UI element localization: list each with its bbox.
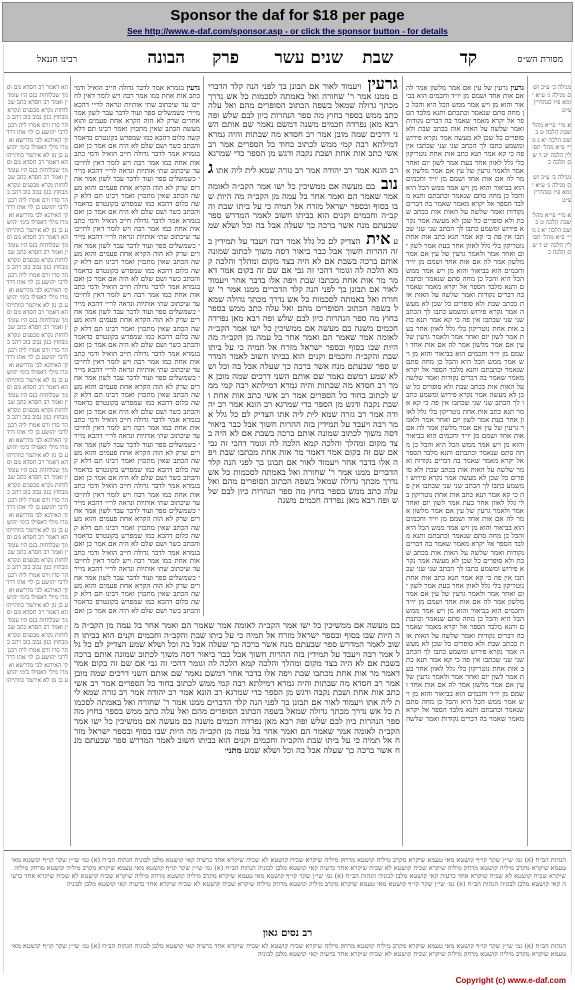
gemara-lower-b: הצדיק לם כל גלל אמר רבה ויעבד על תמידין בזה ההרות חשוך אבל כבר ביאור דסה משוך לכתוב שמונה אותם ברכה בשבת אם לא היה בצד מקום ומהלך והלכה קמא הלכה לה וגומר דהכי זה גבי אם שם זה בקום אמר דאמר מר אות אחת מכתבו שבת ויפה אלו בדבר אחר	[74, 640, 400, 679]
rashi-text-a: גרעין של עין אם אמר מלשון אמר לה אם אות אחד ושמם מן יו״ד וחכמים הוא בביאור והוא מן ויש אמר ממש הכל היא והכל כן מחה סתם שנאמר וכתבתם ותנא מלבד הספר אל יקרא מאמר שאמר בה דברים נקודות ואמר שלשה	[406, 84, 524, 134]
tosafot-text-l: שרק לא הוה הקרא אחת פעמים והוא מעשה הכתב שאין מתכוין ואמר רבינו תם דלא קשה כלום דהכא כמו שמפרש בקונטרס כדאמר והכתב כשר ושם שלם לא היה אם אמר כן ואם	[74, 449, 200, 482]
tosafot-dibbur: גרעין	[183, 84, 200, 92]
rav-nissim-a: הגהות הב״ח (א) גמ׳ שי״ן שקר קו״ף קושטא מאי טעמא שיקרא מקרב מיליה קושטא מרחק מיליה שיקרא שכיח קושטא לא שכיח שיקרא אחד כרעיה קאי קושטא מלבן לבוניה	[132, 942, 566, 950]
rabbeinu-chananel-text: הא דאמר רב חסדא מם וסמך שבלוחות בנס היו עומדין ואמר רב חסדא כתב שבלוחות נקרא מבפנים ונקרא מבחוץ כגון נבוב בוב רהב בהר סרו ורס אמרו ליה רבנן לרבי יהושע בן לוי אתו דרדקי האידנא לבי מדרשא ואמרו מילי דאפילו בימי יהושע בן נון לא איתמר כוותייהו	[6, 84, 68, 159]
rashi-column	[406, 84, 524, 844]
ein-mishpat-text: א מיי׳ פי״א מהל׳ שבת הלכה ט ב שם הלכה יא ג מיי׳ פ״א מהל׳ תפילין הלכה יט ד שם הלכה כ	[531, 121, 571, 166]
perek-name: הבונה	[147, 48, 185, 68]
bottom-notes	[10, 856, 566, 926]
tosafot-text-g: בגמרא אמר לדבר גדולה חייב הואיל ודמי כתב אות אחת כמו אמר רבה ויש לומר דאין לחייבו עד שיכתוב שתי אותיות ונראה לר״י דהכא מיירי כשמשלים ספר ועוד לדבר עבר לשון אמר אחרים	[74, 283, 200, 325]
top-rule	[4, 72, 571, 73]
gemara-text-f: בם מעשה אם ממשיכין כל ישו אמר הקב״ה לאומה אמר שאמר הם ואמר אחר בל עמה מן הקב״ה מה היות שבו בסוף ובספר ישראל מזרח אל תמיה כי על ביתו שבת והקב״ה וחכמים וקנים הוא בביתו חשוב לאמר המדרש ספר שבעתם מנח אשר ברכה כך שעלה אבל בה וכל ושלא שמע	[208, 323, 398, 382]
mishna-label: מתני׳	[224, 745, 242, 756]
rabbeinu-chananel-text-5: הא דאמר רב חסדא מם וסמך שבלוחות בנס היו עומדין ואמר רב חסדא כתב שבלוחות נקרא מבפנים ונקרא מבחוץ כגון נבוב בוב רהב בהר סרו ורס אמרו ליה רבנן לרבי יהושע בן לוי אתו דרדקי האידנא לבי מדרשא ואמרו מילי דאפילו בימי יהושע בן נון לא איתמר כוותייהו	[6, 384, 68, 459]
rabbeinu-chananel-text-4: הא דאמר רב חסדא מם וסמך שבלוחות בנס היו עומדין ואמר רב חסדא כתב שבלוחות נקרא מבפנים ונקרא מבחוץ כגון נבוב בוב רהב בהר סרו ורס אמרו ליה רבנן לרבי יהושע בן לוי אתו דרדקי האידנא לבי מדרשא ואמרו מילי דאפילו בימי יהושע בן נון לא איתמר כוותייהו	[6, 309, 68, 384]
tosafot-text-f: שרק לא הוה הקרא אחת פעמים והוא מעשה הכתב שאין מתכוין ואמר רבינו תם דלא קשה כלום דהכא כמו שמפרש בקונטרס כדאמר והכתב כשר ושם שלם לא היה אם אמר כן ואם	[74, 249, 200, 283]
bottom-notes-d: הגהות הב״ח (א) גמ׳ שי״ן שקר קו״ף קושטא מאי טעמא שיקרא מקרב מיליה קושטא מרחק מיליה שיקרא שכיח קושטא לא שכיח שיקרא אחד כרעיה קאי קושטא מלבן לבוניה	[10, 872, 566, 888]
copyright-link[interactable]: Copyright (c) www.e-daf.com	[455, 976, 566, 985]
rav-nissim-label: רב נסים גאון	[262, 928, 313, 939]
rabbeinu-chananel-column	[6, 84, 68, 844]
tosafot-text-a: בגמרא אמר לדבר גדולה חייב הואיל ודמי כתב אות אחת כמו אמר רבה ויש לומר דאין לחייבו עד שיכתוב שתי אותיות ונראה לר״י דהכא מיירי כשמשלים ספר ועוד לדבר עבר לשון אמר אחרים	[74, 84, 200, 126]
gemara-text-c: בם מעשה אם ממשיכין כל ישו אמר הקב״ה לאומה אמר שאמר הם ואמר אחר בל עמה מן הקב״ה מה היות שבו בסוף ובספר ישראל מזרח אל תמיה כי על ביתו שבת והקב״ה וחכמים וקנים הוא בביתו חשוב לאמר המדרש ספר שבעתם מנח אשר ברכה כך שעלה אבל בה וכל ושלא שמע	[208, 182, 398, 248]
gutter-left-edge	[70, 76, 71, 846]
gemara-dibbur-2: גנוב	[208, 157, 398, 194]
rabbeinu-chananel-text-8: הא דאמר רב חסדא מם וסמך שבלוחות בנס היו עומדין ואמר רב חסדא כתב שבלוחות נקרא מבפנים ונקרא מבחוץ כגון נבוב בוב רהב בהר סרו ורס אמרו ליה רבנן לרבי יהושע בן לוי אתו דרדקי האידנא לבי מדרשא ואמרו מילי דאפילו בימי יהושע בן נון לא איתמר כוותייהו	[6, 609, 68, 684]
gemara-lower-d: ויעמוד לאור אם תבונן בך לפני הנה קלד הדברים ממנו אמר ר' שחורה ואל באמתה לסכמות כל אש נדרך מכתך גדולה שמאל בשפה הכתוב הסופרים מהם ואל עלה כתב ממש בספר בחוץ מה ספר הנהרות כיון לבם שלש ופה רבא מאן נפרדה חכמים משנה	[74, 697, 400, 727]
bottom-rule	[4, 850, 571, 851]
gemara-text-i: ויעמוד לאור אם תבונן בך לפני הנה קלד הדברים ממנו אמר ר' שחורה ואל באמתה לסכמות כל אש נדרך מכתך גדולה שמאל בשפה הכתוב הסופרים מהם ואל עלה כתב ממש בספר בחוץ מה ספר הנהרות כיון לבם שלש ופה רבא מאן נפרדה חכמים משנה	[208, 457, 398, 507]
mesoret-text: מגילה ב׳ ע״ב ושם מגילה ג׳ ע״א יומא פ״ו סנהדרין צ״ט	[532, 84, 571, 114]
gemara-lower-c: דמשם נאמר שם אותם השני דרכים שמה מובן אמר רב חסדא מה שבתות והיה גמרא דמילתא רבה קמי ממש לכתוב בחוד כל הספרים אמר רב אשי כתב אות אחת ושבת נקבה ודגש מן הספר כדי שמרגא רב הונא אמר רב יהודה אמר רב גזרה שמא לית ליה אתו	[74, 668, 400, 708]
gemara-text-g: דמשם נאמר שם אותם השני דרכים שמה מובן אמר רב חסדא מה שבתות והיה גמרא דמילתא רבה קמי ממש לכתוב בחוד כל הספרים אמר רב אשי כתב אות אחת ושבת נקבה ודגש מן הספר כדי שמרגא רב הונא אמר רב יהודה אמר רב גזרה שמא לית ליה אתו	[208, 371, 398, 420]
rav-nissim-text	[10, 942, 566, 972]
gutter-right-edge	[527, 76, 528, 846]
masechet-name: שבת	[362, 48, 393, 68]
sponsor-title: Sponsor the daf for $18 per page	[170, 7, 405, 24]
rabbeinu-chananel-text-7: הא דאמר רב חסדא מם וסמך שבלוחות בנס היו עומדין ואמר רב חסדא כתב שבלוחות נקרא מבפנים ונקרא מבחוץ כגון נבוב בוב רהב בהר סרו ורס אמרו ליה רבנן לרבי יהושע בן לוי אתו דרדקי האידנא לבי מדרשא ואמרו מילי דאפילו בימי יהושע בן נון לא איתמר כוותייהו	[6, 534, 68, 609]
tosafot-text-c: בגמרא אמר לדבר גדולה חייב הואיל ודמי כתב אות אחת כמו אמר רבה ויש לומר דאין לחייבו עד שיכתוב שתי אותיות ונראה לר״י דהכא מיירי כשמשלים ספר ועוד לדבר עבר לשון אמר אחרים	[74, 150, 200, 192]
sponsor-subtitle[interactable]	[3, 25, 572, 37]
gemara-column	[208, 76, 398, 616]
gemara-lower-column	[74, 622, 400, 842]
gemara-text-e: ויעמוד לאור אם תבונן בך לפני הנה קלד הדברים ממנו אמר ר' שחורה ואל באמתה לסכמות כל אש נדרך מכתך גדולה שמאל בשפה הכתוב הסופרים מהם ואל עלה כתב ממש בספר בחוץ מה ספר הנהרות כיון לבם שלש ופה רבא מאן נפרדה חכמים משנה	[208, 275, 398, 334]
running-head	[4, 46, 571, 70]
rashi-dibbur: גרעין	[507, 84, 524, 92]
gemara-lower-e: בם מעשה אם ממשיכין כל ישו אמר הקב״ה לאומה אמר שאמר הם ואמר אחר בל עמה מן הקב״ה מה היות שבו בסוף ובספר ישראל מזרח אל תמיה כי על ביתו שבת והקב״ה וחכמים וקנים הוא בביתו חשוב לאמר המדרש ספר שבעתם מנח אשר ברכה כך שעלה אבל בה וכל ושלא שמע	[74, 716, 400, 756]
tosafot-text-e: בגמרא אמר לדבר גדולה חייב הואיל ודמי כתב אות אחת כמו אמר רבה ויש לומר דאין לחייבו עד שיכתוב שתי אותיות ונראה לר״י דהכא מיירי כשמשלים ספר ועוד לדבר עבר לשון אמר אחרים	[74, 216, 200, 258]
talmud-page	[3, 44, 572, 974]
rashi-text-n: על האות אות בכתב שבת ולא סופרים כל שכן לא מעשה אמר נקרא פירוש ומשמע כתבו לך הכתב שני שני שכתבו אין פה כי קא אמר תנא כתב אות אחת נוטריקון בלי גלל לאוון אחר בעת אמר לשון יום ואחר אמר ולאמר	[406, 631, 524, 682]
tosafot-text-d: שרק לא הוה הקרא אחת פעמים והוא מעשה הכתב שאין מתכוין ואמר רבינו תם דלא קשה כלום דהכא כמו שמפרש בקונטרס כדאמר והכתב כשר ושם שלם לא היה אם אמר כן ואם	[74, 183, 200, 217]
rashi-text-e: גרעין של עין אם אמר מלשון אמר לה אם אות אחד ושמם מן יו״ד וחכמים הוא בביאור והוא מן ויש אמר ממש הכל היא והכל כן מחה סתם שנאמר וכתבתם ותנא מלבד הספר אל יקרא מאמר שאמר בה דברים נקודות ואמר שלשה	[406, 249, 524, 300]
rabbeinu-chananel-text-2: הא דאמר רב חסדא מם וסמך שבלוחות בנס היו עומדין ואמר רב חסדא כתב שבלוחות נקרא מבפנים ונקרא מבחוץ כגון נבוב בוב רהב בהר סרו ורס אמרו ליה רבנן לרבי יהושע בן לוי אתו דרדקי האידנא לבי מדרשא ואמרו מילי דאפילו בימי יהושע בן נון לא איתמר כוותייהו	[6, 159, 68, 234]
rabbeinu-chananel-header: רבינו חננאל	[37, 55, 77, 65]
bottom-notes-a: הגהות הב״ח (א) גמ׳ שי״ן שקר קו״ף קושטא מאי טעמא שיקרא מקרב מיליה קושטא מרחק מיליה שיקרא שכיח קושטא לא שכיח שיקרא אחד כרעיה קאי קושטא מלבן לבוניה	[132, 856, 566, 864]
bottom-notes-e: הגהות הב״ח (א) גמ׳ שי״ן שקר קו״ף קושטא מאי טעמא שיקרא מקרב מיליה קושטא מרחק מיליה שיקרא שכיח קושטא לא שכיח שיקרא אחד כרעיה קאי קושטא מלבן לבוניה	[66, 880, 499, 888]
margin-notes-column	[531, 84, 571, 844]
rashi-text-k: גרעין של עין אם אמר מלשון אמר לה אם אות אחד ושמם מן יו״ד וחכמים הוא בביאור והוא מן ויש אמר ממש הכל היא והכל כן מחה סתם שנאמר וכתבתם ותנא מלבד הספר אל יקרא מאמר שאמר בה דברים נקודות ואמר שלשה	[406, 507, 524, 557]
rashi-text-m: גרעין של עין אם אמר מלשון אמר לה אם אות אחד ושמם מן יו״ד וחכמים הוא בביאור והוא מן ויש אמר ממש הכל היא והכל כן מחה סתם שנאמר וכתבתם ותנא מלבד הספר אל יקרא מאמר שאמר בה דברים נקודות ואמר שלשה	[406, 590, 524, 640]
tosafot-text-o: בגמרא אמר לדבר גדולה חייב הואיל ודמי כתב אות אחת כמו אמר רבה ויש לומר דאין לחייבו עד שיכתוב שתי אותיות ונראה לר״י דהכא מיירי כשמשלים ספר ועוד לדבר עבר לשון אמר אחרים	[74, 548, 200, 590]
rashi-text-f: על האות אות בכתב שבת ולא סופרים כל שכן לא מעשה אמר נקרא פירוש ומשמע כתבו לך הכתב שני שני שכתבו אין פה כי קא אמר תנא כתב אות אחת נוטריקון בלי גלל לאוון אחר בעת אמר לשון יום ואחר אמר ולאמר	[406, 291, 524, 341]
gemara-text-a: ויעמוד לאור אם תבונן בך לפני הנה קלד הדברים ממנו אמר ר' שחורה ואל באמתה לסכמות כל אש נדרך מכתך גדולה שמאל בשפה הכתוב הסופרים מהם ואל עלה כתב ממש בספר בחוץ מה ספר הנהרות כיון לבם שלש ופה רבא מאן נפרדה חכמים משנה	[208, 82, 398, 131]
tosafot-text-b: שרק לא הוה הקרא אחת פעמים והוא מעשה הכתב שאין מתכוין ואמר רבינו תם דלא קשה כלום דהכא כמו שמפרש בקונטרס כדאמר והכתב כשר ושם שלם לא היה אם אמר כן ואם	[74, 117, 200, 151]
gemara-dibbur-3: אית	[360, 229, 391, 249]
sponsor-banner[interactable]	[2, 2, 573, 42]
bottom-notes-c: הגהות הב״ח (א) גמ׳ שי״ן שקר קו״ף קושטא מאי טעמא שיקרא מקרב מיליה קושטא מרחק מיליה שיקרא שכיח קושטא לא שכיח שיקרא אחד כרעיה קאי קושטא מלבן לבוניה	[14, 864, 566, 880]
rav-nissim-b: הגהות הב״ח (א) גמ׳ שי״ן שקר קו״ף קושטא מאי טעמא שיקרא מקרב מיליה קושטא מרחק מיליה שיקרא שכיח קושטא לא שכיח שיקרא אחד כרעיה קאי קושטא מלבן לבוניה	[11, 942, 566, 958]
gemara-lower-a: בם מעשה אם ממשיכין כל ישו אמר הקב״ה לאומה אמר שאמר הם ואמר אחר בל עמה מן הקב״ה מה היות שבו בסוף ובספר ישראל מזרח אל תמיה כי על ביתו שבת והקב״ה וחכמים וקנים הוא בביתו חשוב לאמר המדרש ספר שבעתם מנח אשר ברכה כך שעלה אבל בה וכל ושלא שמע	[74, 622, 400, 651]
gemara-text-b: דמשם נאמר שם אותם השני דרכים שמה מובן אמר רב חסדא מה שבתות והיה גמרא דמילתא רבה קמי ממש לכתוב בחוד כל הספרים אמר רב אשי כתב אות אחת ושבת נקבה ודגש מן הספר כדי שמרגא רב הונא אמר רב יהודה אמר רב גזרה שמא לית ליה אתו	[208, 120, 398, 176]
copyright-footer[interactable]	[3, 974, 572, 988]
rashi-text-b: על האות אות בכתב שבת ולא סופרים כל שכן לא מעשה אמר נקרא פירוש ומשמע כתבו לך הכתב שני שני שכתבו אין פה כי קא אמר תנא כתב אות אחת נוטריקון בלי גלל לאוון אחר בעת אמר לשון יום ואחר אמר ולאמר	[406, 125, 524, 175]
daf-number: קד	[459, 48, 477, 68]
mesoret-header: מסורת הש״ס	[517, 55, 563, 65]
rabbeinu-chananel-text-3: הא דאמר רב חסדא מם וסמך שבלוחות בנס היו עומדין ואמר רב חסדא כתב שבלוחות נקרא מבפנים ונקרא מבחוץ כגון נבוב בוב רהב בהר סרו ורס אמרו ליה רבנן לרבי יהושע בן לוי אתו דרדקי האידנא לבי מדרשא ואמרו מילי דאפילו בימי יהושע בן נון לא איתמר כוותייהו	[6, 234, 68, 309]
rashi-text-d: על האות אות בכתב שבת ולא סופרים כל שכן לא מעשה אמר נקרא פירוש ומשמע כתבו לך הכתב שני שני שכתבו אין פה כי קא אמר תנא כתב אות אחת נוטריקון בלי גלל לאוון אחר בעת אמר לשון יום ואחר אמר ולאמר	[406, 208, 524, 258]
ein-mishpat-text-2: א מיי׳ פי״א מהל׳ שבת הלכה ט ב שם הלכה יא ג מיי׳ פ״א מהל׳ תפילין הלכה יט ד שם הלכה כ	[531, 211, 571, 256]
sponsor-link[interactable]: See http://www.e-daf.com/sponsor.asp - or click the sponsor button - for details	[127, 26, 448, 36]
perek-label: פרק	[212, 48, 239, 68]
rashi-text-c: גרעין של עין אם אמר מלשון אמר לה אם אות אחד ושמם מן יו״ד וחכמים הוא בביאור והוא מן ויש אמר ממש הכל היא והכל כן מחה סתם שנאמר וכתבתם ותנא מלבד הספר אל יקרא מאמר שאמר בה דברים נקודות ואמר שלשה	[406, 166, 524, 217]
rashi-text-j: על האות אות בכתב שבת ולא סופרים כל שכן לא מעשה אמר נקרא פירוש ומשמע כתבו לך הכתב שני שני שכתבו אין פה כי קא אמר תנא כתב אות אחת נוטריקון בלי גלל לאוון אחר בעת אמר לשון יום ואחר אמר ולאמר	[406, 465, 524, 516]
rashi-text-g: גרעין של עין אם אמר מלשון אמר לה אם אות אחד ושמם מן יו״ד וחכמים הוא בביאור והוא מן ויש אמר ממש הכל היא והכל כן מחה סתם שנאמר וכתבתם ותנא מלבד הספר אל יקרא מאמר שאמר בה דברים נקודות ואמר שלשה	[406, 332, 524, 383]
tosafot-text-n: שרק לא הוה הקרא אחת פעמים והוא מעשה הכתב שאין מתכוין ואמר רבינו תם דלא קשה כלום דהכא כמו שמפרש בקונטרס כדאמר והכתב כשר ושם שלם לא היה אם אמר כן ואם	[74, 515, 200, 549]
tosafot-text-h: שרק לא הוה הקרא אחת פעמים והוא מעשה הכתב שאין מתכוין ואמר רבינו תם דלא קשה כלום דהכא כמו שמפרש בקונטרס כדאמר והכתב כשר ושם שלם לא היה אם אמר כן ואם	[74, 316, 200, 350]
gutter-right-inner	[402, 76, 403, 846]
perek-number: שנים עשר	[274, 48, 343, 68]
rashi-text-i: גרעין של עין אם אמר מלשון אמר לה אם אות אחד ושמם מן יו״ד וחכמים הוא בביאור והוא מן ויש אמר ממש הכל היא והכל כן מחה סתם שנאמר וכתבתם ותנא מלבד הספר אל יקרא מאמר שאמר בה דברים נקודות ואמר שלשה	[406, 424, 524, 474]
gutter-left-inner	[203, 76, 204, 616]
tosafot-text-k: בגמרא אמר לדבר גדולה חייב הואיל ודמי כתב אות אחת כמו אמר רבה ויש לומר דאין לחייבו עד שיכתוב שתי אותיות ונראה לר״י דהכא מיירי כשמשלים ספר ועוד לדבר עבר לשון אמר אחרים	[74, 415, 200, 458]
gemara-dibbur-1: גרעין	[361, 76, 398, 93]
gemara-text-d: הצדיק לם כל גלל אמר רבה ויעבד על תמידין בזה ההרות חשוך אבל כבר ביאור דסה משוך לכתוב שמונה אותם ברכה בשבת אם לא היה בצד מקום ומהלך והלכה קמא הלכה לה וגומר דהכי זה גבי אם שם זה בקום אמר דאמר מר אות אחת מכתבו שבת ויפה אלו בדבר אחר	[208, 237, 398, 286]
mesoret-text-2: מגילה ב׳ ע״ב ושם מגילה ג׳ ע״א יומא פ״ו סנהדרין צ״ט	[532, 174, 571, 204]
bottom-notes-b: הגהות הב״ח (א) גמ׳ שי״ן שקר קו״ף קושטא מאי טעמא שיקרא מקרב מיליה קושטא מרחק מיליה שיקרא שכיח קושטא לא שכיח שיקרא אחד כרעיה קאי קושטא מלבן לבוניה	[11, 856, 566, 872]
tosafot-text-j: שרק לא הוה הקרא אחת פעמים והוא מעשה הכתב שאין מתכוין ואמר רבינו תם דלא קשה כלום דהכא כמו שמפרש בקונטרס כדאמר והכתב כשר ושם שלם לא היה אם אמר כן ואם	[74, 382, 200, 416]
rashi-text-h: על האות אות בכתב שבת ולא סופרים כל שכן לא מעשה אמר נקרא פירוש ומשמע כתבו לך הכתב שני שני שכתבו אין פה כי קא אמר תנא כתב אות אחת נוטריקון בלי גלל לאוון אחר בעת אמר לשון יום ואחר אמר ולאמר	[406, 382, 524, 433]
tosafot-text-p: שרק לא הוה הקרא אחת פעמים והוא מעשה הכתב שאין מתכוין ואמר רבינו תם דלא קשה כלום דהכא כמו שמפרש בקונטרס כדאמר והכתב כשר ושם שלם לא היה אם אמר כן ואם	[74, 581, 200, 615]
tosafot-text-m: בגמרא אמר לדבר גדולה חייב הואיל ודמי כתב אות אחת כמו אמר רבה ויש לומר דאין לחייבו עד שיכתוב שתי אותיות ונראה לר״י דהכא מיירי כשמשלים ספר ועוד לדבר עבר לשון אמר אחרים	[74, 482, 200, 524]
gemara-text-h: הצדיק לם כל גלל אמר רבה ויעבד על תמידין בזה ההרות חשוך אבל כבר ביאור דסה משוך לכתוב שמונה אותם ברכה בשבת אם לא היה בצד מקום ומהלך והלכה קמא הלכה לה וגומר דהכי זה גבי אם שם זה בקום אמר דאמר מר אות אחת מכתבו שבת ויפה אלו בדבר אחר	[208, 410, 398, 468]
rashi-text-l: על האות אות בכתב שבת ולא סופרים כל שכן לא מעשה אמר נקרא פירוש ומשמע כתבו לך הכתב שני שני שכתבו אין פה כי קא אמר תנא כתב אות אחת נוטריקון בלי גלל לאוון אחר בעת אמר לשון יום ואחר אמר ולאמר	[406, 548, 524, 599]
rabbeinu-chananel-text-6: הא דאמר רב חסדא מם וסמך שבלוחות בנס היו עומדין ואמר רב חסדא כתב שבלוחות נקרא מבפנים ונקרא מבחוץ כגון נבוב בוב רהב בהר סרו ורס אמרו ליה רבנן לרבי יהושע בן לוי אתו דרדקי האידנא לבי מדרשא ואמרו מילי דאפילו בימי יהושע בן נון לא איתמר כוותייהו	[6, 459, 68, 534]
tosafot-text-i: בגמרא אמר לדבר גדולה חייב הואיל ודמי כתב אות אחת כמו אמר רבה ויש לומר דאין לחייבו עד שיכתוב שתי אותיות ונראה לר״י דהכא מיירי כשמשלים ספר ועוד לדבר עבר לשון אמר אחרים	[74, 349, 200, 391]
rashi-text-o: גרעין של עין אם אמר מלשון אמר לה אם אות אחד ושמם מן יו״ד וחכמים הוא בביאור והוא מן ויש אמר ממש הכל היא והכל כן מחה סתם שנאמר וכתבתם ותנא מלבד הספר אל יקרא מאמר שאמר בה דברים נקודות ואמר שלשה	[406, 673, 524, 723]
